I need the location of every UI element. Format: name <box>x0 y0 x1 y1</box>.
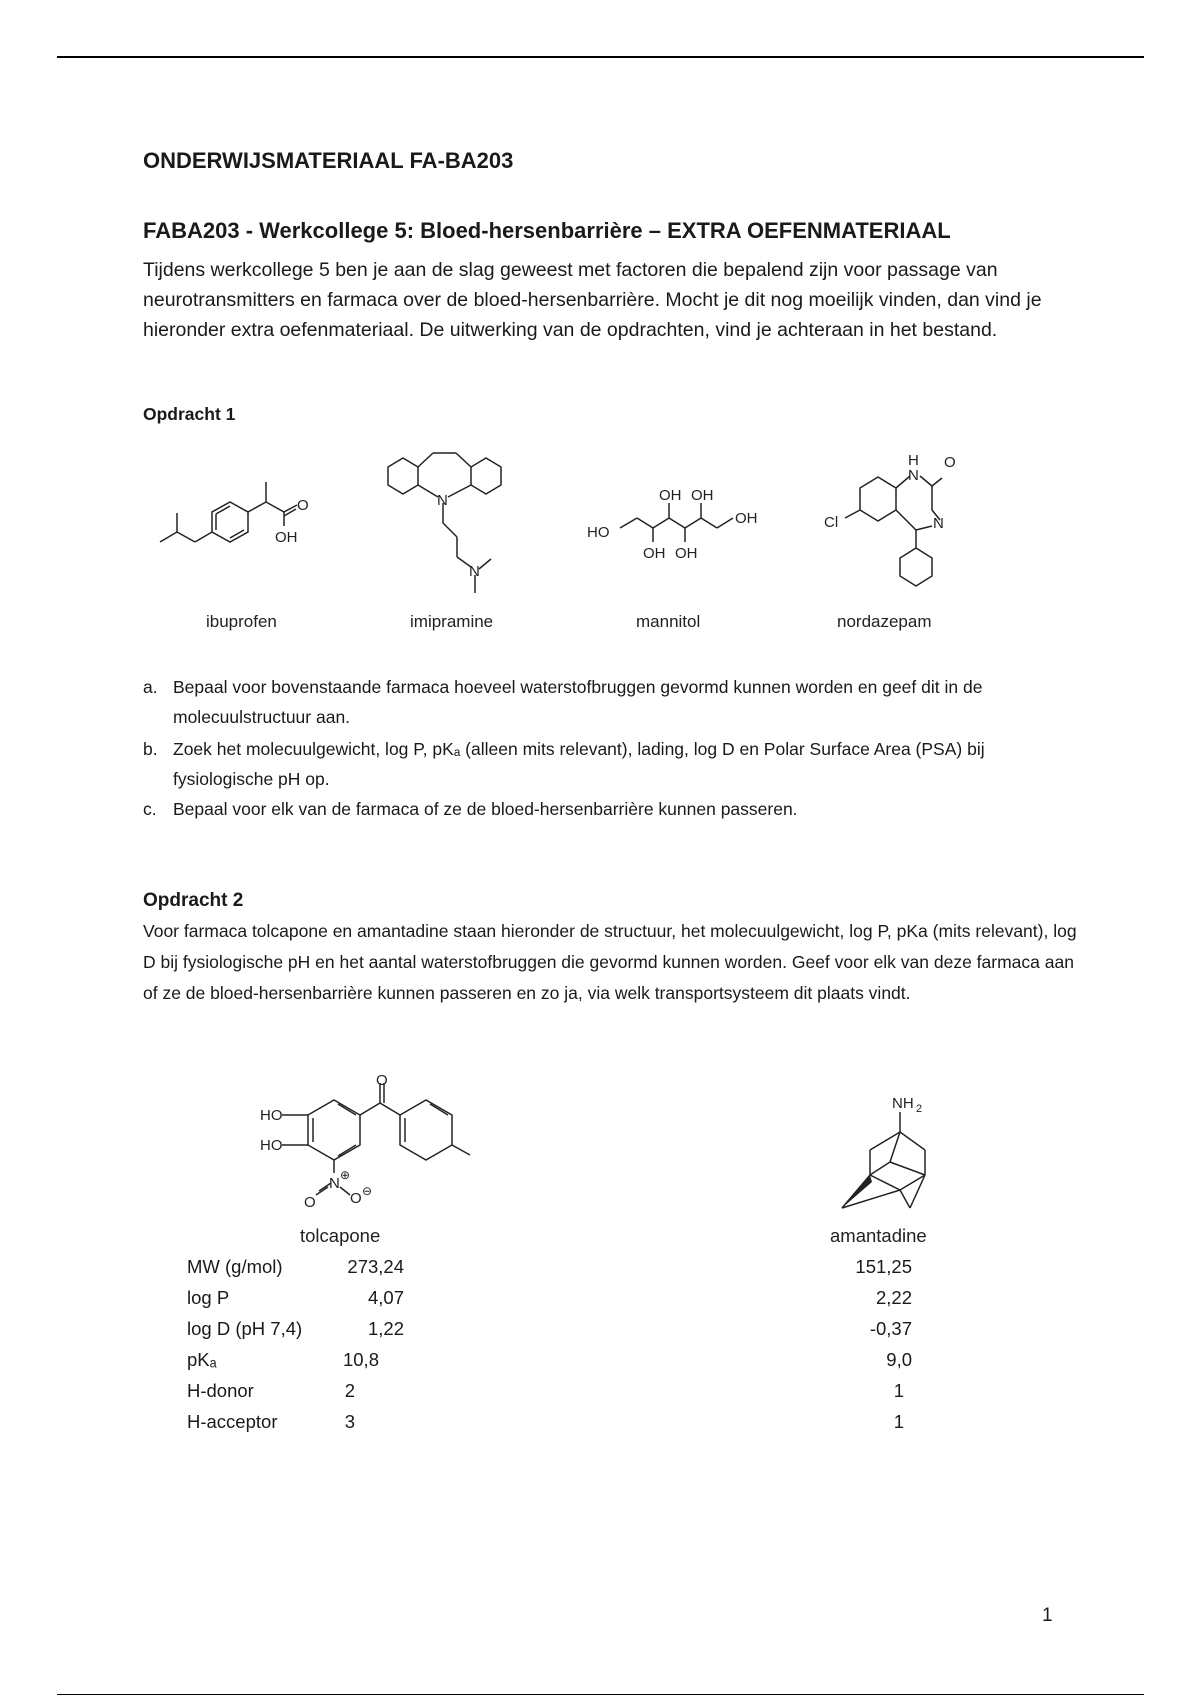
tolcapone-plus-label: ⊕ <box>340 1168 351 1182</box>
mannitol-oh-top2-label: OH <box>691 487 714 504</box>
opdracht2-paragraph: Voor farmaca tolcapone en amantadine staan hieronder de structuur, het molecuulgewicht, log P, pKa (mits relevant), log D bij fysiologische pH en het aantal waterstofbruggen die gevormd kunnen worden. Geef voor elk van deze farmaca aan of ze de bloed-hersenbarrière kunnen passeren en zo ja, via welk transportsysteem dit plaats vindt. <box>143 921 1077 1003</box>
tolcapone-value: 1,22 <box>367 1318 404 1339</box>
top-rule <box>57 56 1144 58</box>
property-name: log P <box>187 1287 230 1308</box>
imipramine-n1-label: N <box>437 492 448 509</box>
question-b <box>143 734 1063 794</box>
amantadine-label: amantadine <box>830 1225 927 1246</box>
tolcapone-n-label: N <box>329 1175 340 1192</box>
question-c <box>143 794 1063 824</box>
nordazepam-label: nordazepam <box>837 612 932 631</box>
property-name: H-donor <box>187 1380 254 1401</box>
tolcapone-o2-label: O <box>304 1194 316 1211</box>
mannitol-oh-end-label: OH <box>735 510 758 527</box>
property-name: log D (pH 7,4) <box>187 1318 303 1339</box>
mannitol-ho-label: HO <box>587 524 610 541</box>
opdracht1-heading: Opdracht 1 <box>143 404 236 424</box>
amantadine-structure <box>830 1090 940 1215</box>
question-c-text: Bepaal voor elk van de farmaca of ze de bloed-hersenbarrière kunnen passeren. <box>173 799 798 819</box>
question-b-marker: b. <box>143 739 158 759</box>
bottom-rule <box>57 1694 1144 1695</box>
intro-paragraph: Tijdens werkcollege 5 ben je aan de slag geweest met factoren die bepalend zijn voor passage van neurotransmitters en farmaca over de bloed-hersenbarrière. Mocht je dit nog moeilijk vinden, dan vind je hieronder extra oefenmateriaal. De uitwerking van de opdrachten, vind je achteraan in het bestand. <box>143 259 1042 341</box>
imipramine-n2-label: N <box>469 563 480 580</box>
property-name: MW (g/mol) <box>187 1256 283 1277</box>
mannitol-oh-bot2-label: OH <box>675 545 698 562</box>
tolcapone-value: 3 <box>344 1411 355 1432</box>
tolcapone-o3-label: O <box>350 1190 362 1207</box>
amantadine-nh-label: NH <box>892 1095 914 1112</box>
amantadine-value: 1 <box>893 1411 904 1432</box>
imipramine-structure <box>383 445 533 605</box>
amantadine-sub2-label: 2 <box>916 1103 923 1115</box>
nordazepam-structure <box>820 448 970 598</box>
amantadine-value: 1 <box>893 1380 904 1401</box>
nordazepam-cl-label: Cl <box>824 514 839 531</box>
nordazepam-h-label: H <box>908 452 919 469</box>
ibuprofen-o-label: O <box>297 497 309 514</box>
mannitol-structure <box>585 485 775 565</box>
nordazepam-n2-label: N <box>933 515 944 532</box>
question-b-text: Zoek het molecuulgewicht, log P, pKₐ (alleen mits relevant), lading, log D en Polar Surface Area (PSA) bij fysiologische pH op. <box>173 739 985 789</box>
opdracht1-questions <box>143 672 1063 824</box>
tolcapone-structure <box>258 1075 488 1220</box>
question-c-marker: c. <box>143 799 157 819</box>
question-a-text: Bepaal voor bovenstaande farmaca hoeveel waterstofbruggen gevormd kunnen worden en geef dit in de molecuulstructuur aan. <box>173 677 983 727</box>
question-a-marker: a. <box>143 677 158 697</box>
opdracht2-heading: Opdracht 2 <box>143 890 244 911</box>
tolcapone-label: tolcapone <box>300 1225 381 1246</box>
tolcapone-value: 4,07 <box>367 1287 404 1308</box>
tolcapone-minus-label: ⊖ <box>362 1184 373 1198</box>
amantadine-value: -0,37 <box>869 1318 912 1339</box>
tolcapone-value: 2 <box>344 1380 355 1401</box>
mannitol-label: mannitol <box>636 612 701 631</box>
tolcapone-value: 273,24 <box>347 1256 404 1277</box>
ibuprofen-label: ibuprofen <box>206 612 277 631</box>
mannitol-oh-bot1-label: OH <box>643 545 666 562</box>
imipramine-label: imipramine <box>410 612 494 631</box>
property-name: pKₐ <box>187 1349 217 1370</box>
tolcapone-value: 10,8 <box>342 1349 379 1370</box>
ibuprofen-oh-label: OH <box>275 529 298 546</box>
document-title: ONDERWIJSMATERIAAL FA-BA203 <box>143 148 514 173</box>
property-name: H-acceptor <box>187 1411 278 1432</box>
amantadine-value: 9,0 <box>886 1349 912 1370</box>
tolcapone-ho1-label: HO <box>260 1107 283 1124</box>
nordazepam-o-label: O <box>944 454 956 471</box>
ibuprofen-structure <box>155 470 345 570</box>
page-number: 1 <box>1042 1605 1053 1626</box>
amantadine-value: 151,25 <box>855 1256 912 1277</box>
section-title: FABA203 - Werkcollege 5: Bloed-hersenbarrière – EXTRA OEFENMATERIAAL <box>143 218 951 243</box>
tolcapone-ho2-label: HO <box>260 1137 283 1154</box>
nordazepam-n1-label: N <box>908 467 919 484</box>
question-a <box>143 672 1063 734</box>
amantadine-value: 2,22 <box>875 1287 912 1308</box>
tolcapone-o-label: O <box>376 1075 388 1089</box>
mannitol-oh-top1-label: OH <box>659 487 682 504</box>
